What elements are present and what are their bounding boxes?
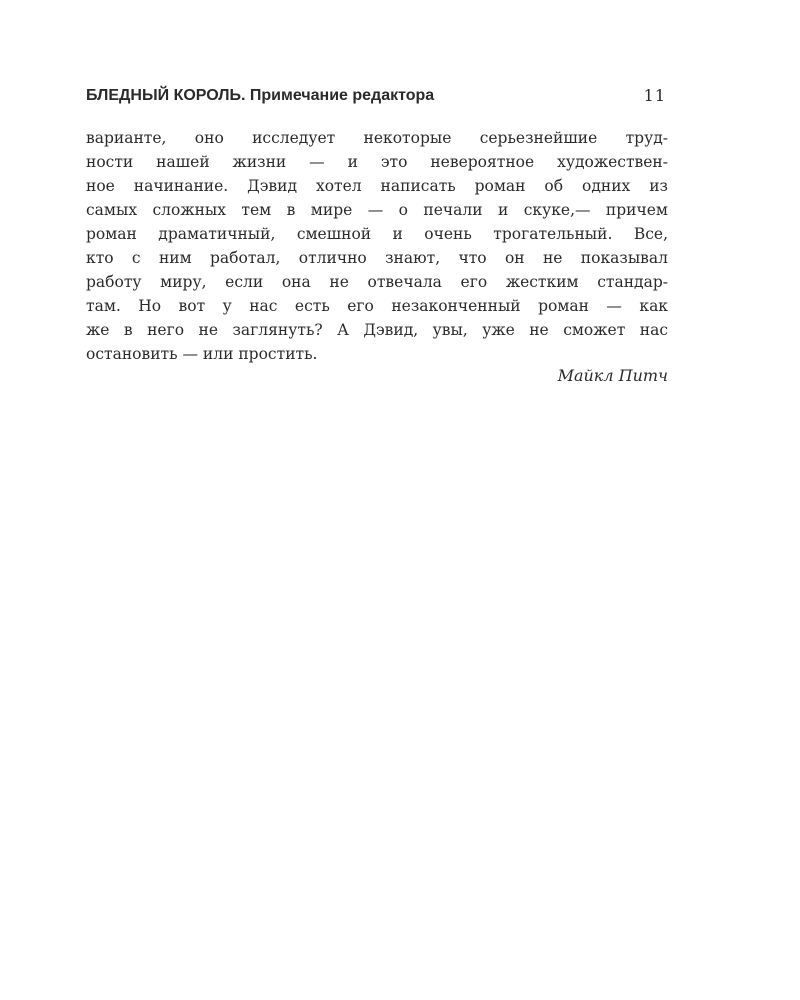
text-line: ности нашей жизни — и это невероятное художествен-	[86, 153, 668, 171]
author-signature: Майкл Питч	[557, 366, 668, 385]
text-line: там. Но вот у нас есть его незаконченный роман — как	[86, 297, 668, 315]
running-title: БЛЕДНЫЙ КОРОЛЬ. Примечание редактора	[86, 87, 435, 104]
running-head	[86, 84, 668, 108]
text-line: остановить — или простить.	[86, 345, 318, 363]
text-line: же в него не заглянуть? А Дэвид, увы, уже не сможет нас	[86, 321, 668, 339]
body-text	[86, 126, 668, 366]
text-line: самых сложных тем в мире — о печали и скуке,— причем	[86, 201, 668, 219]
page-number: 11	[643, 86, 666, 105]
text-line: варианте, оно исследует некоторые серьезнейшие труд-	[86, 129, 668, 147]
text-line: работу миру, если она не отвечала его жестким стандар-	[86, 273, 668, 291]
text-line: роман драматичный, смешной и очень трогательный. Все,	[86, 225, 668, 243]
text-line: кто с ним работал, отлично знают, что он не показывал	[86, 249, 668, 267]
text-line: ное начинание. Дэвид хотел написать роман об одних из	[86, 177, 668, 195]
